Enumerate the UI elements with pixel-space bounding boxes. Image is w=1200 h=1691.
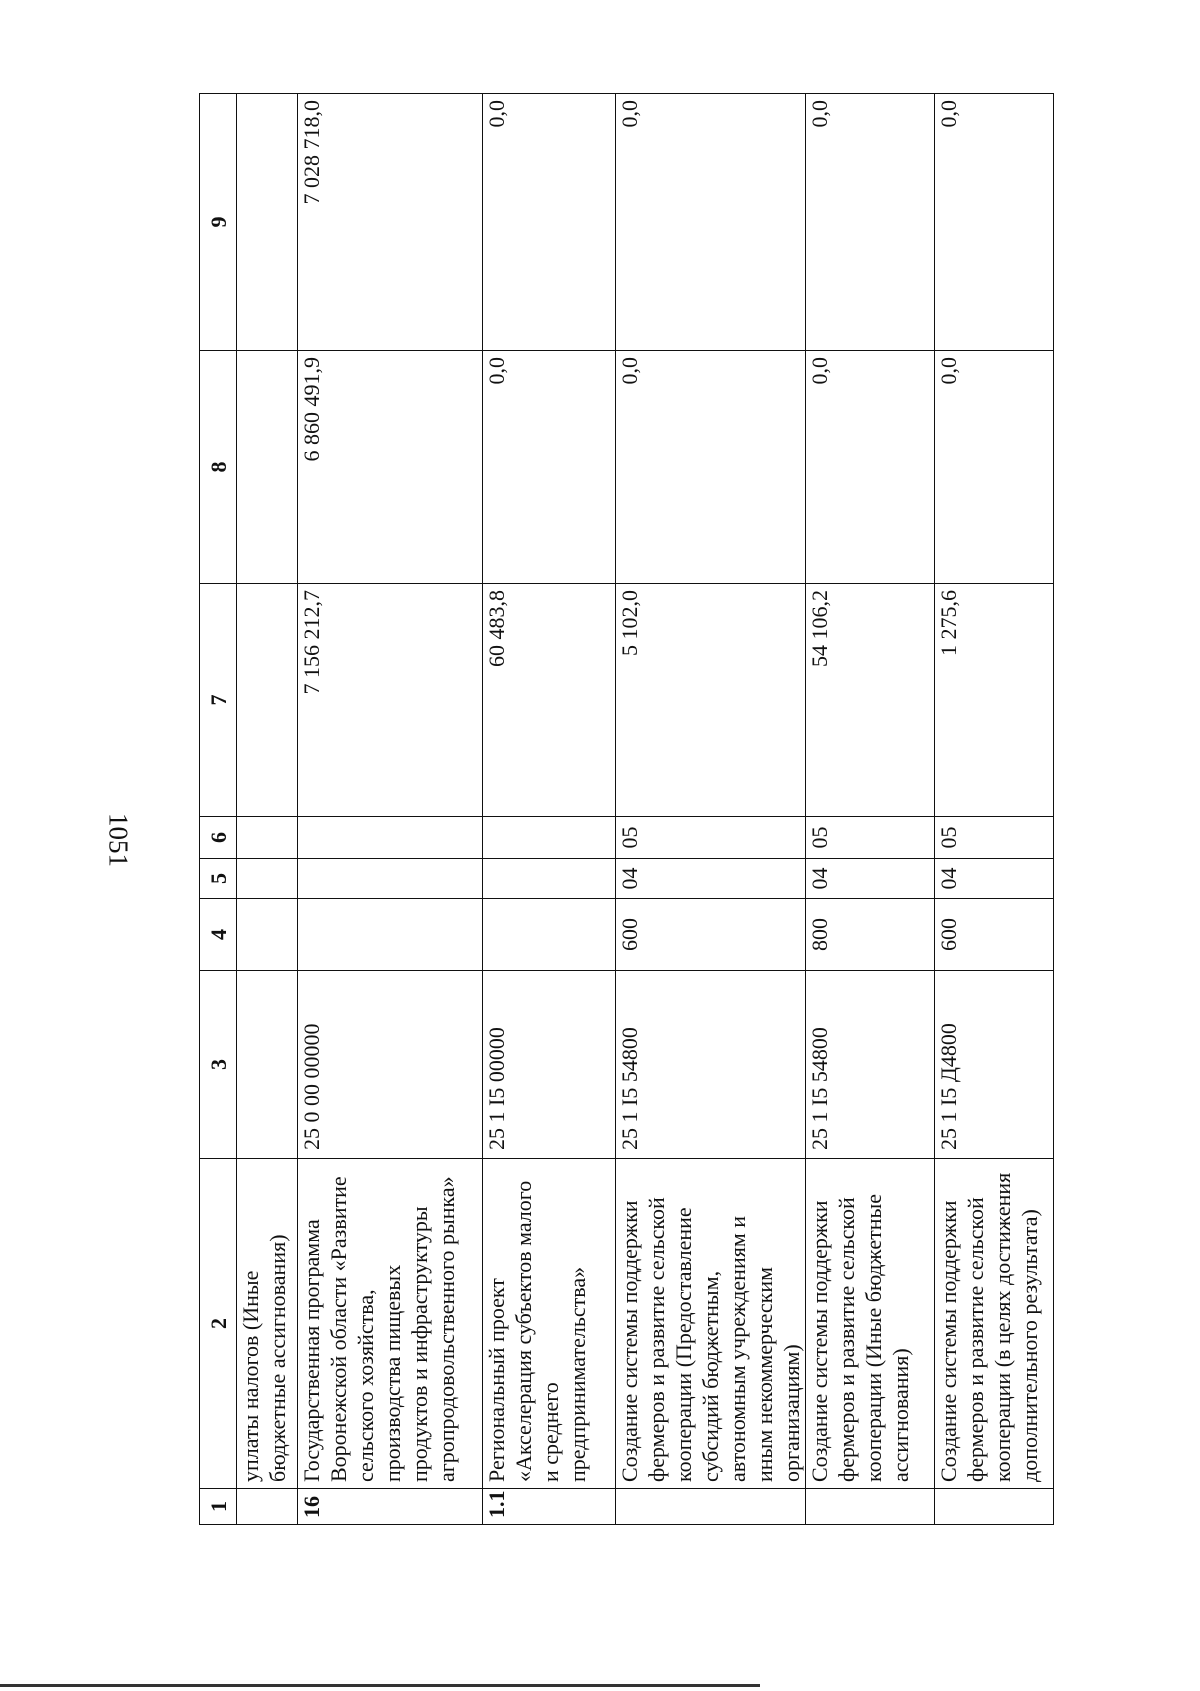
row-subsection [298,817,483,859]
row-description: Создание системы поддержки фермеров и развитие сельской кооперации (Иные бюджетные ассигнования) [806,1159,935,1489]
row-target-code [237,971,298,1159]
row-amount-9 [237,94,298,351]
row-number [935,1489,1054,1525]
table-row [298,94,483,1525]
column-header: 4 [200,899,237,971]
row-expense-type: 600 [616,899,806,971]
row-amount-8: 0,0 [616,351,806,584]
row-amount-9: 0,0 [483,94,616,351]
row-subsection: 05 [616,817,806,859]
row-section: 04 [616,859,806,899]
row-subsection: 05 [806,817,935,859]
row-amount-9: 0,0 [806,94,935,351]
row-amount-7: 1 275,6 [935,584,1054,817]
row-amount-7: 5 102,0 [616,584,806,817]
row-subsection [237,817,298,859]
row-number [237,1489,298,1525]
rotated-table-wrapper [199,100,1054,1525]
table-row [806,94,935,1525]
table-row [237,94,298,1525]
column-header: 8 [200,351,237,584]
column-header: 7 [200,584,237,817]
row-expense-type [237,899,298,971]
row-target-code: 25 1 I5 54800 [616,971,806,1159]
row-amount-8: 0,0 [806,351,935,584]
row-amount-7: 60 483,8 [483,584,616,817]
row-target-code: 25 0 00 00000 [298,971,483,1159]
row-subsection [483,817,616,859]
row-amount-9: 0,0 [616,94,806,351]
table-row [935,94,1054,1525]
row-description: уплаты налогов (Иные бюджетные ассигнования) [237,1159,298,1489]
row-target-code: 25 1 I5 54800 [806,971,935,1159]
row-amount-8: 0,0 [935,351,1054,584]
row-description: Создание системы поддержки фермеров и развитие сельской кооперации (в целях достижения дополнительного результата) [935,1159,1054,1489]
column-header: 1 [200,1489,237,1525]
row-number [616,1489,806,1525]
column-header: 2 [200,1159,237,1489]
row-description: Государственная программа Воронежской области «Развитие сельского хозяйства, производства пищевых продуктов и инфраструктуры агропродовольственного рынка» [298,1159,483,1489]
row-number: 1.1 [483,1489,616,1525]
row-number: 16 [298,1489,483,1525]
row-subsection: 05 [935,817,1054,859]
column-header: 9 [200,94,237,351]
row-section: 04 [935,859,1054,899]
row-amount-8 [237,351,298,584]
table-header-row [200,94,237,1525]
row-section [483,859,616,899]
row-expense-type: 800 [806,899,935,971]
column-header: 3 [200,971,237,1159]
row-description: Региональный проект «Акселерация субъектов малого и среднего предпринимательства» [483,1159,616,1489]
scan-edge-rule [0,1684,760,1687]
row-expense-type [298,899,483,971]
table-row [483,94,616,1525]
row-amount-7: 7 156 212,7 [298,584,483,817]
row-section [237,859,298,899]
row-amount-7: 54 106,2 [806,584,935,817]
row-target-code: 25 1 I5 00000 [483,971,616,1159]
row-number [806,1489,935,1525]
row-amount-7 [237,584,298,817]
row-section: 04 [806,859,935,899]
page-number: 1051 [103,813,134,867]
row-amount-9: 7 028 718,0 [298,94,483,351]
row-target-code: 25 1 I5 Д4800 [935,971,1054,1159]
budget-table [199,93,1054,1525]
row-amount-8: 6 860 491,9 [298,351,483,584]
row-amount-8: 0,0 [483,351,616,584]
table-row [616,94,806,1525]
row-section [298,859,483,899]
row-amount-9: 0,0 [935,94,1054,351]
column-header: 6 [200,817,237,859]
row-expense-type: 600 [935,899,1054,971]
column-header: 5 [200,859,237,899]
row-description: Создание системы поддержки фермеров и развитие сельской кооперации (Предоставление субсидий бюджетным, автономным учреждениям и иным некоммерческим организациям) [616,1159,806,1489]
row-expense-type [483,899,616,971]
